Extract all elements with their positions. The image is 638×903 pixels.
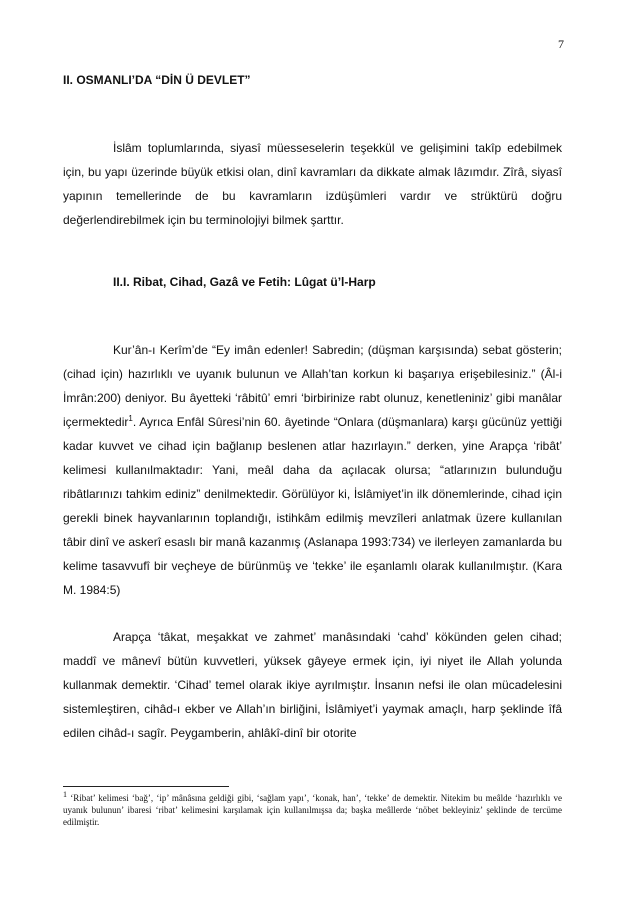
paragraph-cihad xyxy=(63,625,562,745)
footnote xyxy=(63,792,562,828)
subsection-heading: II.I. Ribat, Cihad, Gazâ ve Fetih: Lûgat ü’l-Harp xyxy=(113,275,376,289)
paragraph-ribat-text-2: . Ayrıca Enfâl Sûresi’nin 60. âyetinde “Onlara (düşmanlara) karşı gücünüz yettiği kadar kuvvet ve cihad için bağlanıp beslenen atlar hazırlayın.” derken, yine Arapça ‘ribât’ kelimesi kullanılmaktadır: Yani, meâl daha da açılacak olursa; “atlarınızın bulunduğu ribâtlarınızı tahkim ediniz” denilmektedir. Görülüyor ki, İslâmiyet’in ilk dönemlerinde, cihad için gerekli binek hayvanlarının toplandığı, istihkâm edilmiş mevzîleri anlatmak üzere kullanılan tâbir dinî ve askerî esaslı bir manâ kazanmış (Aslanapa 1993:734) ve ilerleyen zamanlarda bu kelime tasavvufî bir veçheye de bürünmüş ve ‘tekke’ ile eşanlamlı olarak kullanılmıştır. (Kara M. 1984:5) xyxy=(63,415,562,597)
paragraph-ribat xyxy=(63,338,562,602)
page-number: 7 xyxy=(558,37,564,51)
paragraph-intro-text: İslâm toplumlarında, siyasî müesseselerin teşekkül ve gelişimini takîp edebilmek için, bu yapı üzerinde büyük etkisi olan, dinî kavramları da dikkate almak lâzımdır. Zîrâ, siyasî yapının temellerinde de bu kavramların izdüşümleri vardır ve strüktürü doğru değerlendirebilmek için bu terminolojiyi bilmek şarttır. xyxy=(63,141,562,227)
footnote-text: ‘Ribat’ kelimesi ‘bağ’, ‘ip’ mânâsına geldiği gibi, ‘sağlam yapı’, ‘konak, han’, ‘tekke’ de demektir. Nitekim bu meâlde ‘hazırlıklı ve uyanık bulunun’ ibaresi ‘ribat’ kelimesini karşılamak için kullanılmışsa da; başka meâllerde ‘nöbet bekleyiniz’ şeklinde de tercüme edilmiştir. xyxy=(63,793,562,827)
footnote-divider xyxy=(63,786,229,787)
paragraph-intro xyxy=(63,136,562,232)
paragraph-ribat-text-1: Kur’ân-ı Kerîm’de “Ey imân edenler! Sabredin; (düşman karşısında) sebat gösterin; (cihad için) hazırlıklı ve uyanık bulunun ve Allah’tan korkun ki başarıya erişebilesiniz.” (Âl-i İmrân:200) deniyor. Bu âyetteki ‘râbitû’ emri ‘birbirinize rabt olunuz, kenetleniniz’ gibi manâlar içermektedir xyxy=(63,343,562,429)
footnote-marker: 1 xyxy=(63,790,67,799)
paragraph-cihad-text: Arapça ‘tâkat, meşakkat ve zahmet’ manâsındaki ‘cahd’ kökünden gelen cihad; maddî ve mânevî bütün kuvvetleri, yüksek gâyeye ermek için, iyi niyet ile Allah yolunda kullanmak demektir. ‘Cihad’ temel olarak ikiye ayrılmıştır. İnsanın nefsi ile olan mücadelesini sistemleştiren, cihâd-ı ekber ve Allah’ın birliğini, İslâmiyet’i yaymak amaçlı, harp şeklinde îfâ edilen cihâd-ı sagîr. Peygamberin, ahlâkî-dinî bir otorite xyxy=(63,630,562,740)
footnote-reference[interactable]: 1 xyxy=(128,414,133,423)
section-heading: II. OSMANLI’DA “DİN Ü DEVLET” xyxy=(63,73,251,87)
